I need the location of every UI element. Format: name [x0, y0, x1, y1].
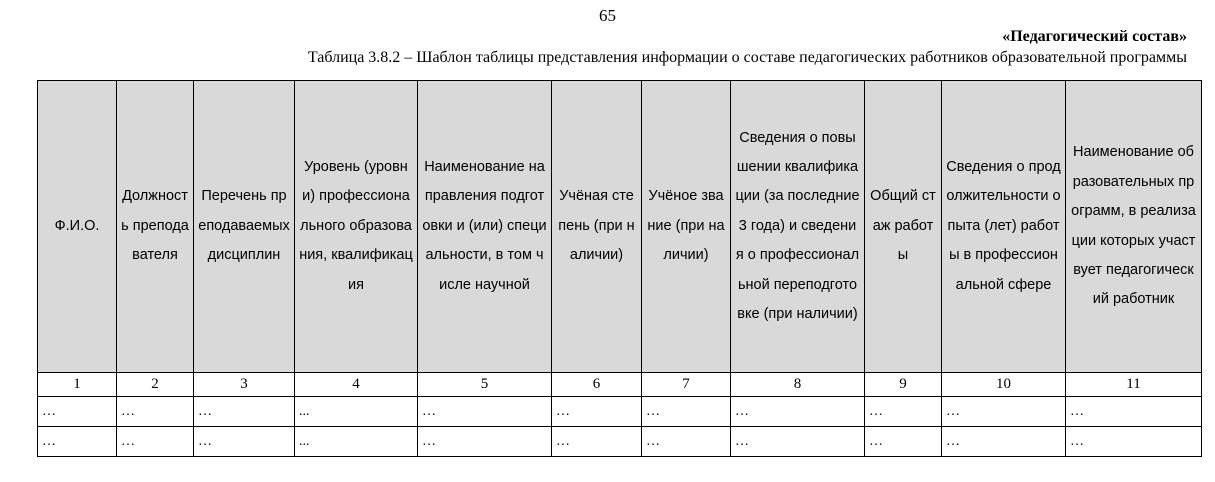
column-number: 2	[117, 373, 194, 397]
column-number: 4	[295, 373, 418, 397]
table-cell: ...	[295, 397, 418, 427]
table-cell: …	[1066, 397, 1202, 427]
column-number: 3	[194, 373, 295, 397]
table-cell: …	[865, 397, 942, 427]
table-row	[38, 427, 1202, 457]
table-cell: …	[194, 427, 295, 457]
table-cell: …	[942, 397, 1066, 427]
column-number: 1	[38, 373, 117, 397]
table-row	[38, 397, 1202, 427]
table-cell: …	[642, 397, 731, 427]
page-number: 65	[599, 6, 616, 25]
column-number: 5	[418, 373, 552, 397]
table-cell: …	[642, 427, 731, 457]
header-cell-education-level: Уровень (уровни) профессионального образования, квалификация	[295, 81, 418, 373]
table-cell: ...	[295, 427, 418, 457]
header-cell-position: Должность преподавателя	[117, 81, 194, 373]
staff-table	[37, 80, 1202, 457]
table-cell: …	[194, 397, 295, 427]
table-caption: Таблица 3.8.2 – Шаблон таблицы представления информации о составе педагогических работников образовательной программы	[307, 49, 1187, 66]
header-cell-professional-experience: Сведения о продолжительности опыта (лет) работы в профессиональной сфере	[942, 81, 1066, 373]
header-cell-qualification: Сведения о повышении квалификации (за последние 3 года) и сведения о профессиональной переподготовке (при наличии)	[731, 81, 865, 373]
table-cell: …	[552, 397, 642, 427]
header-cell-specialty: Наименование направления подготовки и (или) специальности, в том числе научной	[418, 81, 552, 373]
column-number: 8	[731, 373, 865, 397]
column-number: 7	[642, 373, 731, 397]
table-cell: …	[418, 427, 552, 457]
table-cell: …	[731, 427, 865, 457]
column-number-row	[38, 373, 1202, 397]
header-cell-disciplines: Перечень преподаваемых дисциплин	[194, 81, 295, 373]
header-cell-degree: Учёная степень (при наличии)	[552, 81, 642, 373]
table-cell: …	[418, 397, 552, 427]
header-row	[38, 81, 1202, 373]
table-cell: …	[38, 397, 117, 427]
table-cell: …	[117, 427, 194, 457]
header-cell-fio: Ф.И.О.	[38, 81, 117, 373]
table-cell: …	[38, 427, 117, 457]
table-cell: …	[552, 427, 642, 457]
table-cell: …	[731, 397, 865, 427]
table-cell: …	[942, 427, 1066, 457]
header-cell-title: Учёное звание (при наличии)	[642, 81, 731, 373]
table-cell: …	[1066, 427, 1202, 457]
header-cell-programs: Наименование образовательных программ, в реализации которых участвует педагогический работник	[1066, 81, 1202, 373]
table-cell: …	[117, 397, 194, 427]
column-number: 6	[552, 373, 642, 397]
header-cell-total-experience: Общий стаж работы	[865, 81, 942, 373]
column-number: 10	[942, 373, 1066, 397]
section-title: «Педагогический состав»	[1002, 28, 1187, 45]
table-cell: …	[865, 427, 942, 457]
column-number: 9	[865, 373, 942, 397]
column-number: 11	[1066, 373, 1202, 397]
